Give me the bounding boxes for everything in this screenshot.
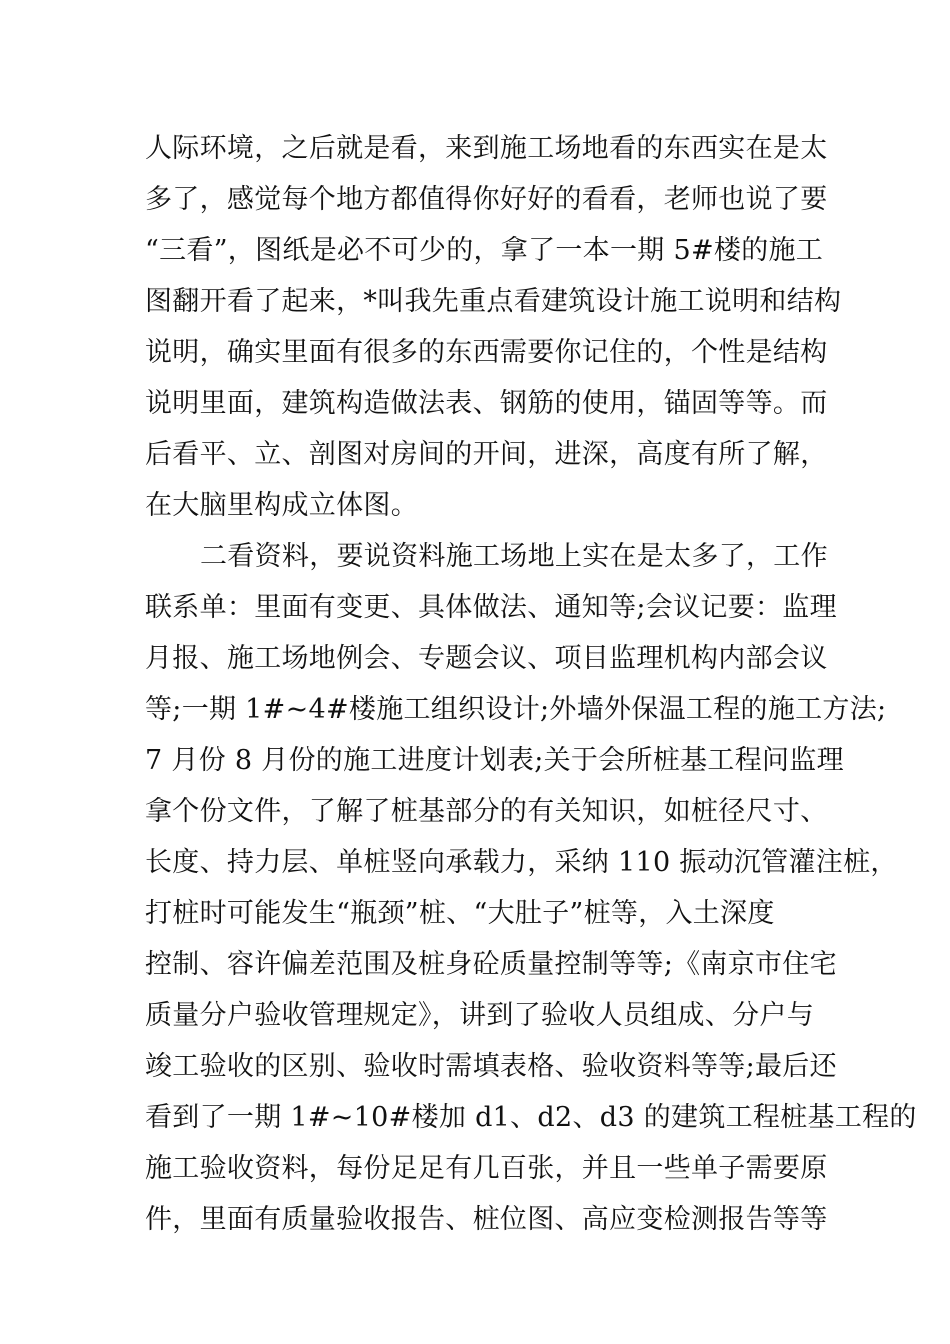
text-line: 7 月份 8 月份的施工进度计划表;关于会所桩基工程问监理 [145, 745, 844, 776]
text-line: 在大脑里构成立体图。 [145, 490, 418, 521]
text-line: 竣工验收的区别、验收时需填表格、验收资料等等;最后还 [145, 1051, 837, 1082]
text-line: 打桩时可能发生“瓶颈”桩、“大肚子”桩等，入土深度 [145, 898, 775, 929]
text-line: 件，里面有质量验收报告、桩位图、高应变检测报告等等 [145, 1204, 828, 1235]
text-line: 说明里面，建筑构造做法表、钢筋的使用，锚固等等。而 [145, 388, 828, 419]
text-line: 说明，确实里面有很多的东西需要你记住的，个性是结构 [145, 337, 828, 368]
paragraph-1 [145, 123, 842, 531]
document-body [145, 123, 917, 1245]
text-line: 人际环境，之后就是看，来到施工场地看的东西实在是太 [145, 133, 828, 164]
text-line: 看到了一期 1#~10#楼加 d1、d2、d3 的建筑工程桩基工程的 [145, 1102, 917, 1133]
text-line: 图翻开看了起来，*叫我先重点看建筑设计施工说明和结构 [145, 286, 842, 317]
text-line: 月报、施工场地例会、专题会议、项目监理机构内部会议 [145, 643, 828, 674]
text-line: 长度、持力层、单桩竖向承载力，采纳 110 振动沉管灌注桩， [145, 847, 898, 878]
text-line: 施工验收资料，每份足足有几百张，并且一些单子需要原 [145, 1153, 828, 1184]
paragraph-2 [145, 531, 917, 1245]
text-line: 等;一期 1#~4#楼施工组织设计;外墙外保温工程的施工方法; [145, 694, 887, 725]
text-line: 质量分户验收管理规定》，讲到了验收人员组成、分户与 [145, 1000, 814, 1031]
text-line: “三看”，图纸是必不可少的，拿了一本一期 5#楼的施工 [145, 235, 824, 266]
text-line: 联系单：里面有变更、具体做法、通知等;会议记要：监理 [145, 592, 837, 623]
text-line: 控制、容许偏差范围及桩身砼质量控制等等;《南京市住宅 [145, 949, 837, 980]
text-line: 二看资料，要说资料施工场地上实在是太多了，工作 [200, 541, 828, 572]
text-line: 多了，感觉每个地方都值得你好好的看看，老师也说了要 [145, 184, 828, 215]
text-line: 后看平、立、剖图对房间的开间，进深，高度有所了解， [145, 439, 828, 470]
text-line: 拿个份文件，了解了桩基部分的有关知识，如桩径尺寸、 [145, 796, 828, 827]
